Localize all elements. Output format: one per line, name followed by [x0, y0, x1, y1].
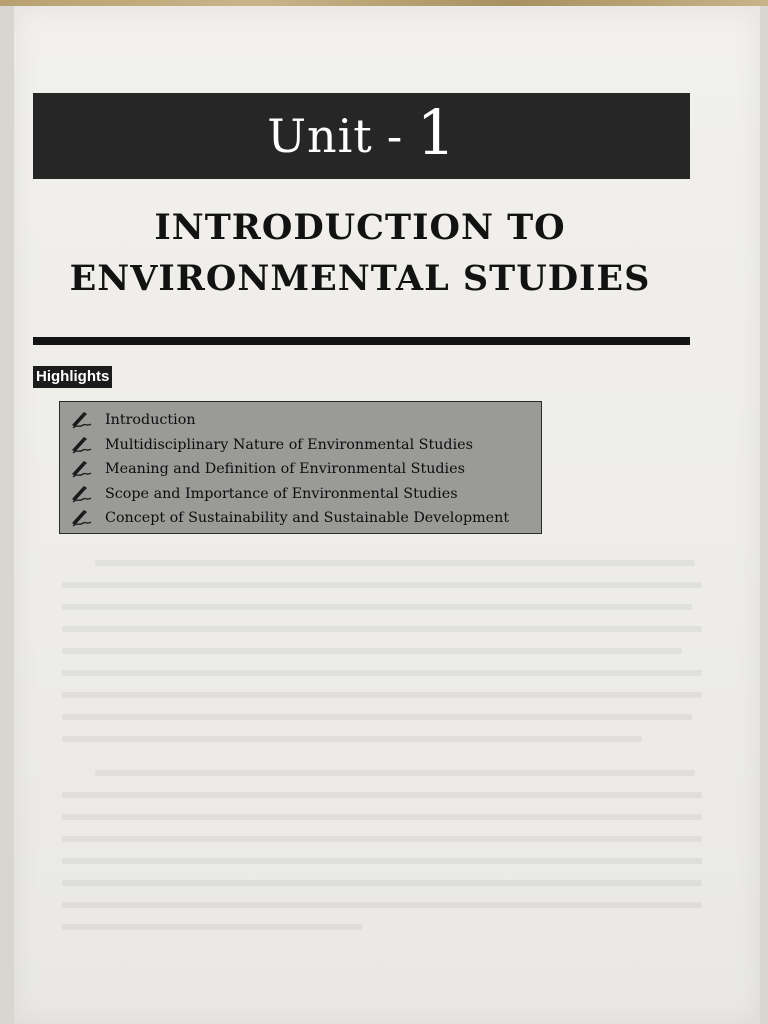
highlight-item	[70, 482, 541, 507]
highlight-item	[70, 506, 541, 531]
highlight-text: Multidisciplinary Nature of Environmental Studies	[105, 436, 473, 453]
chapter-title-line-2: ENVIRONMENTAL STUDIES	[69, 258, 651, 299]
highlight-text: Introduction	[105, 412, 196, 429]
pen-writing-icon	[70, 460, 92, 478]
highlights-label: Highlights	[33, 366, 112, 388]
pen-writing-icon	[70, 436, 92, 454]
pen-writing-icon	[70, 411, 92, 429]
section-divider	[33, 337, 690, 345]
unit-banner	[33, 93, 690, 179]
highlight-item	[70, 408, 541, 433]
pen-writing-icon	[70, 485, 92, 503]
unit-label: Unit	[267, 109, 373, 163]
pen-writing-icon	[70, 509, 92, 527]
highlight-text: Concept of Sustainability and Sustainable Development	[105, 510, 510, 527]
highlight-text: Meaning and Definition of Environmental Studies	[105, 461, 465, 478]
unit-number: 1	[416, 96, 456, 169]
highlight-item	[70, 457, 541, 482]
highlight-text: Scope and Importance of Environmental Studies	[105, 485, 458, 502]
highlights-box	[59, 401, 542, 534]
chapter-title-line-1: INTRODUCTION TO	[154, 207, 566, 248]
highlight-item	[70, 433, 541, 458]
unit-dash: -	[386, 109, 403, 163]
